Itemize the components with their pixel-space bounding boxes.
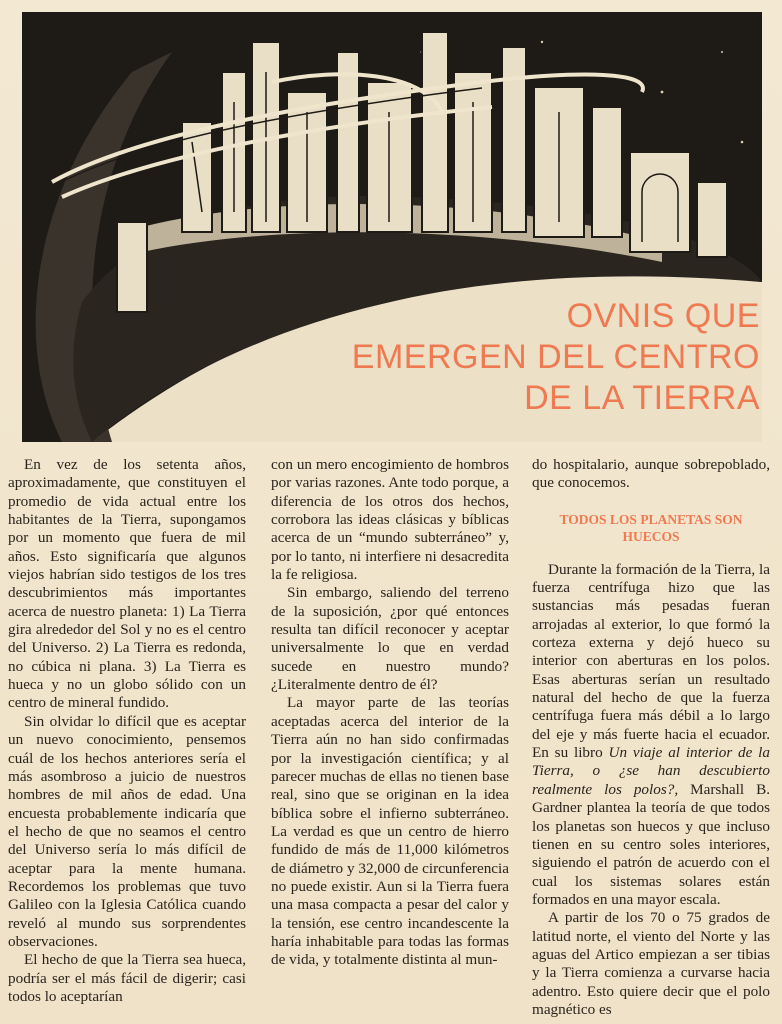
article-headline [320,296,760,419]
book-title: Un viaje al interior de la Tierra, o ¿se han descubierto realmente los polos?, [532,744,770,798]
column3-paragraph: A partir de los 70 o 75 grados de latitud norte, el viento del Norte y las aguas del Artico empiezan a ser tibias y la Tierra comienza a curvarse hacia adentro. Esto quiere decir que el polo magnético es [532,909,770,1018]
column3-paragraph [532,561,770,910]
article-column-2 [271,456,509,970]
column2-paragraph: La mayor parte de las teorías aceptadas acerca del interior de la Tierra aún no han sido confirmadas por la investigación científica; y al parecer muchas de ellas no tienen base real, sino que se originan en la idea bíblica sobre el infierno subterráneo. La verdad es que un centro de hierro fundido de más de 11,000 kilómetros de diámetro y 32,000 de circunferencia no puede existir. Aun si la Tierra fuera una masa compacta a pesar del calor y la tensión, ese centro incandescente la haría inhabitable para todas las formas de vida, y totalmente distinta al mun- [271,694,509,969]
column1-paragraph: En vez de los setenta años, aproximadamente, que constituyen el promedio de vida actual entre los habitantes de la Tierra, supongamos por un momento que fuera de mil años. Esto significaría que algunos viejos habrían sido testigos de los tres descubrimientos más importantes acerca de nuestro planeta: 1) La Tierra gira alrededor del Sol y no es el centro del Universo. 2) La Tierra es redonda, no cúbica ni plana. 3) La Tierra es hueca y no un globo sólido con un centro de mineral fundido. [8,456,246,712]
column2-paragraph: Sin embargo, saliendo del terreno de la suposición, ¿por qué entonces resulta tan difícil reconocer y aceptar universalmente lo que en verdad sucede en nuestro mundo? ¿Literalmente dentro de él? [271,584,509,694]
article-column-3 [532,456,770,1019]
column1-paragraph: Sin olvidar lo difícil que es aceptar un nuevo conocimiento, pensemos cuál de los hechos anteriores sería el más asombroso a juicio de nuestros hombres de mil años de edad. Una encuesta probablemente indicaría que el hecho de que no seamos el centro del Universo sería lo más difícil de aceptar para la mente humana. Recordemos los problemas que tuvo Galileo con la Iglesia Católica cuando reveló al mundo sus sorprendentes observaciones. [8,712,246,950]
section-subheading: TODOS LOS PLANETAS SON HUECOS [559,511,743,544]
headline-line-1: OVNIS QUE [566,297,760,335]
headline-line-3: DE LA TIERRA [524,379,760,417]
column1-paragraph: El hecho de que la Tierra sea hueca, podría ser el más fácil de digerir; casi todos lo aceptarían [8,951,246,1005]
headline-line-2: EMERGEN DEL CENTRO [351,338,760,376]
article-column-1 [8,456,246,1006]
column3-intro: do hospitalario, aunque sobrepoblado, que conocemos. [532,456,770,492]
column3-text: Durante la formación de la Tierra, la fuerza centrífuga hizo que las sustancias más pesadas fueran arrojadas al exterior, lo que formó la corteza externa y dejó hueco su interior con aberturas en los polos. Esas aberturas serían un resultado natural del hecho de que la fuerza centrífuga fuera más débil a lo largo del eje y más fuerte hacia el ecuador. En su libro [532,560,770,762]
column2-paragraph: con un mero encogimiento de hombros por varias razones. Ante todo porque, a diferencia de los otros dos hechos, corrobora las ideas clásicas y bíblicas acerca de un “mundo subterráneo” y, por lo tanto, ni interfiere ni desacredita la fe religiosa. [271,456,509,584]
column3-text: Marshall B. Gardner plantea la teoría de que todos los planetas son huecos y que incluso tienen en su centro soles interiores, siguiendo el patrón de acuerdo con el cual los sistemas solares están formados en una mayor escala. [532,780,770,908]
